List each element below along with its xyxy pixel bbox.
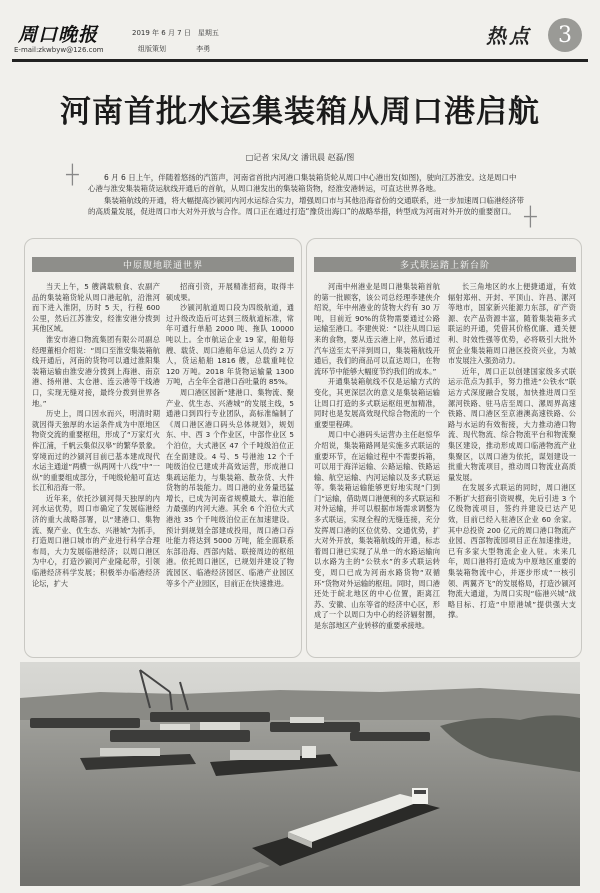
page-number-badge: 3 (548, 18, 582, 52)
article-lead (88, 172, 524, 217)
article-byline: □记者 宋凤/文 潘讯晨 赵磊/图 (245, 153, 355, 162)
paragraph: 在发展多式联运的同时，周口港区不断扩大招商引资规模，先后引进 3 个亿级物流项目，签约并建设已达产见效，目前已经入驻港区企业 60 余家。其中总投资 200 亿元的周口港口物流产业园、西部物流园项目正在加速推进，已有多家大型物流企业入驻。未来几年，周口港将打造成为中原地区重要的集装箱物流中心，并逐步形成“一核引领、两翼齐飞”的发展格局，打造沙颍河物流大通道，为周口实现“临港兴城”战略目标、打造“中原港城”提供强大支撑。 (448, 483, 576, 620)
crosshair-ornament-right: ┼ (524, 206, 537, 227)
section2-column-1 (314, 282, 440, 656)
contact-email: E-mail:zkwbyw@126.com (14, 46, 104, 54)
section1-column-1 (32, 282, 160, 656)
section1-column-2 (166, 282, 294, 656)
paragraph: 周口中心港码头运营办主任赵惊华介绍说，集装箱路网是实施多式联运的重要环节，在运输过程中不需要拆箱，可以用于海洋运输、公路运输、铁路运输、航空运输、内河运输以及多式联运等。集装箱运输能够更好地实现“门到门”运输，借助周口港便利的多式联运和对外运输，并可以根据市场需求调整为多式联运，实现全程的无缝连接，充分发挥周口港的区位优势、交通优势，扩大对外开放，集装箱航线的开通，标志着周口港已实现了从单一的水路运输向以水路为主的“公铁水”的多式联运转变，周口已成为河南水路货物“双循环”货物对外运输的枢纽。同时，周口港还处于皖北地区的中心位置，距离江苏、安徽、山东等省的经济中心区，形成了一个以周口为中心的经济辐射圈，是东部地区产业转移的重要承接地。 (314, 430, 440, 630)
issue-date: 2019 年 6 月 7 日 星期五 (132, 29, 219, 37)
far-shore (20, 688, 580, 722)
paragraph: 当天上午，5 艘满载粮食、农副产品的集装箱货轮从周口港起航，沿淮河而下进入淮阴，历时 5 天，行程 600 公里，然后江苏淮安，经淮安港分拨到其他区域。 (32, 282, 160, 334)
paragraph: 开通集装箱航线不仅是运输方式的变化，其更深层次的意义是集装箱运输让周口打造的多式联运枢纽更加精准，同时也是发展高效现代综合物流的一个重要里程碑。 (314, 377, 440, 429)
masthead (12, 6, 588, 68)
editor-label: 组版策划 (138, 45, 166, 53)
paragraph: 长三角地区的水上便捷通道，有效辐射郑州、开封、平顶山、许昌、漯河等地市，国家新兴能源力东部，矿产资源、农产品资源丰富，随着集装箱多式联运的开通，凭借其价格优廉、通关便利、时效性强等优势，必将吸引大批外贸企业集装箱周口港区投资兴业，为城市发展注入强劲动力。 (448, 282, 576, 366)
section-name: 热点 (486, 24, 532, 48)
paragraph: 沙颍河航道周口段为四级航道，通过升级改造后可达到三级航道标准，常年可通行单船 2000 吨、拖队 10000 吨以上。全市航运企业 19 家，船舶每艘、载货、周口港船年总运人员约 2 万人，货运船舶 1816 艘，总载重吨位 120 万吨。2018 年货物运输量 1300 万吨，占全年全省港口吞吐量的 85%。 (166, 303, 294, 387)
paragraph: 周口港区园新“建港口、集物流、聚产业、优生态、兴港城”的发展主线，5 通港口到四行专业团队，高标准编制了《周口港区港口码头总体规划》，规划东、中、西 3 个作业区，中部作业区 5 个泊位，大式港区 47 个千吨级泊位正在全面建设。4 号、5 号港池 12 个千吨级泊位已建成并高效运营，形成港口集疏运能力，与集装箱、散杂货、大件货物的吊装能力。周口港的业务量迅猛增长，已成为河南省规模最大、靠泊能力最强的内河大港。其余 6 个泊位大式港池 35 个千吨级泊位正在加速建设。预计到规划全部建成投用，周口港口吞吐能力将达到 5000 万吨，能全面联系东部沿海、西部内陆、联接周边的枢纽港。依托周口港区，已规划并建设了物流园区、临港经济园区、临港产业园区等多个产业园区，目前正在快速推进。 (166, 387, 294, 588)
port-photo-illustration (20, 662, 580, 886)
lead-paragraph: 集装箱航线的开通，将大幅提高沙颍河内河水运综合实力，增强周口市与其他沿海省份的交通联系，进一步加速周口临港经济带的高质量发展，促进周口市大对外开放与合作。周口正在通过打造“豫货出海口”的战略举措，转型成为河南对外开放的重要窗口。 (88, 196, 524, 216)
editor-name: 李勇 (196, 45, 211, 53)
paragraph: 招商引资，开展精准招商，取得丰硕成果。 (166, 282, 294, 302)
masthead-rule (12, 59, 588, 62)
article-headline: 河南首批水运集装箱从周口港启航 (60, 94, 540, 130)
paragraph: 近年，周口正以创建国家级多式联运示范点为抓手，努力推进“公铁水”联运方式深度融合发展，加快推进周口至漯河铁路、驻马店至周口、漯周界高速铁路、周口港区至京港澳高速铁路、公路与水运的有效衔接，大力推动港口物流、现代物流、综合物流平台和物流聚集区建设，推动形成周口临港物流产业集聚区，以周口港为依托，谋划建设一批重大物流项目，推动周口物流业高质量发展。 (448, 366, 576, 482)
section-heading-2: 多式联运踏上新台阶 (314, 257, 576, 272)
section-heading-1: 中原腹地联通世界 (32, 257, 294, 272)
editor-credit (138, 44, 238, 54)
lead-paragraph: 6 月 6 日上午，伴随着悠扬的汽笛声，河南省首批内河港口集装箱货轮从周口中心港出发(如图)，驶向江苏淮安。这是周口中心港与淮安集装箱货运航线开通后的首航，从周口港发出的集装箱货物，经淮安港转运，可直达世界各地。 (88, 173, 517, 193)
section2-column-2 (448, 282, 576, 656)
port-photo (20, 662, 580, 886)
paragraph: 河南中州港业是周口港集装箱首航的第一批顾客，该公司总经理李建侠介绍说，年中州港业的货物大约有 30 万吨，目前近 90%的货物需要通过公路运输至港口。李建侠说：“以往从周口运来的食物，要从连云港上岸，然后通过汽车送至太平洋到周口，集装箱航线开通后，我们的商品可以直达周口，在物流环节中能够大幅度节约我们的成本。” (314, 282, 440, 376)
newspaper-logo: 周口晚报 (18, 24, 99, 46)
crosshair-ornament-left: ┼ (66, 164, 79, 185)
paragraph: 近年来，依托沙颍河得天独厚的内河水运优势，周口市确定了发展临港经济的重大战略部署，以“建港口、集物流、聚产业、优生态、兴港城”为抓手，打造周口港口城市的产业进行科学合理布局，大力发展临港经济；以周口港区为中心，打造沙颍河产业隆起带，引领临港经济科学发展；积极举办临港经济论坛，扩大 (32, 493, 160, 588)
paragraph: 历史上，周口因水而兴，明清时期就因得天独厚的水运条件成为中原地区物资交流的重要枢纽，形成了“万家灯火侔江浦，千帆云集似汉皋”的繁华景象。穿境而过的沙颍河目前已基本建成现代水运主通道“两横一纵两网十八线”中“一纵”的重要组成部分，千吨级轮船可直达长江和沿海一带。 (32, 409, 160, 493)
paragraph: 淮安市港口物流集团有限公司副总经理董相介绍说：“周口至淮安集装箱航线开通后，河南的货物可以通过淮阳集装箱运输由淮安港分拨到上海港、南京港、扬州港、太仓港、连云港等干线港口，实现无缝对接，最终分拨到世界各地。” (32, 334, 160, 408)
